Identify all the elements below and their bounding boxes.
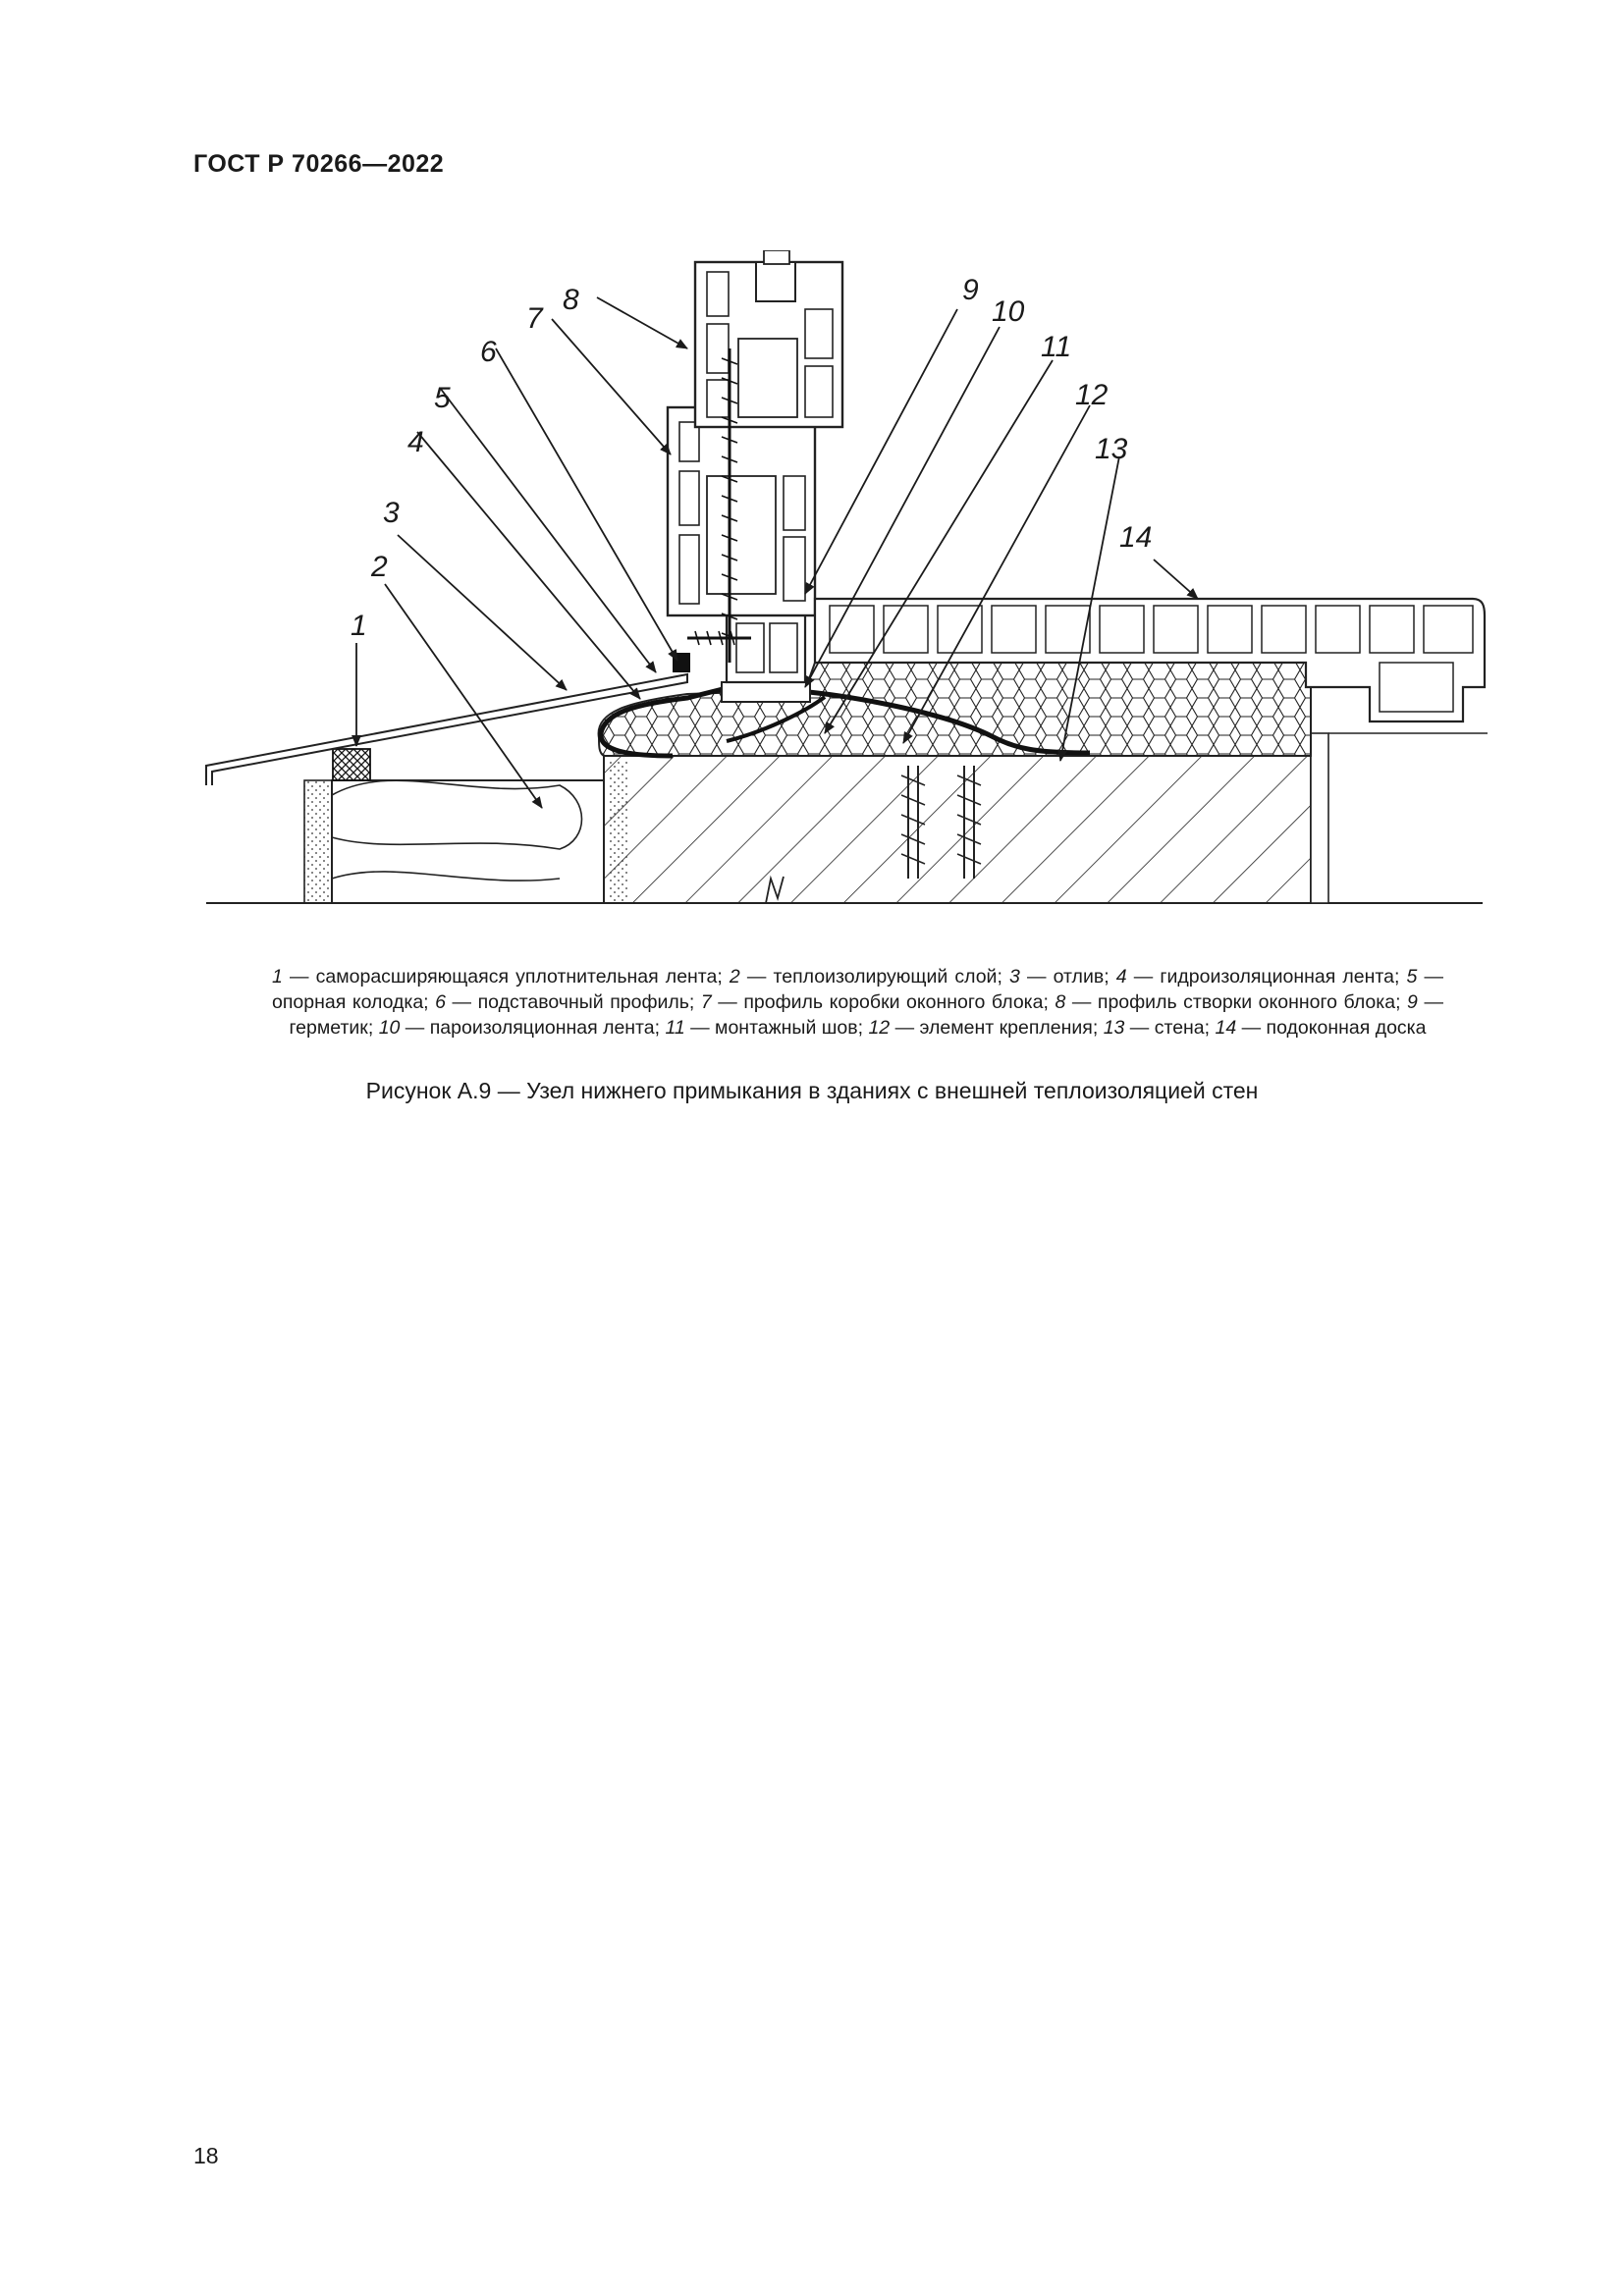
callout-13: 13 — [1095, 433, 1128, 465]
legend-text: подоконная доска — [1266, 1017, 1427, 1039]
legend-text: монтажный шов; — [715, 1017, 864, 1039]
legend-num: 1 — [272, 966, 283, 988]
mounting-foam — [599, 663, 1311, 756]
legend-text: подставочный профиль; — [477, 991, 695, 1013]
callout-1: 1 — [351, 610, 367, 642]
figure-caption: Рисунок А.9 — Узел нижнего примыкания в зданиях с внешней теплоизоляцией стен — [365, 1078, 1259, 1103]
callout-14: 14 — [1119, 521, 1153, 554]
legend-num: 14 — [1215, 1017, 1237, 1039]
legend-text: профиль створки оконного блока; — [1097, 991, 1401, 1013]
plaster-right — [1311, 733, 1328, 903]
legend-text: опорная колодка; — [272, 991, 429, 1013]
legend-text: пароизоляционная лента; — [429, 1017, 661, 1039]
callout-4: 4 — [407, 426, 424, 458]
callout-12: 12 — [1075, 379, 1109, 411]
callout-10: 10 — [992, 295, 1025, 328]
legend-text: стена; — [1154, 1017, 1211, 1039]
technical-drawing — [177, 250, 1512, 928]
callout-8: 8 — [563, 284, 579, 316]
callout-6: 6 — [480, 336, 497, 368]
glazing-bead — [756, 262, 795, 301]
callout-9: 9 — [962, 274, 979, 306]
page-number: 18 — [193, 2143, 219, 2168]
legend-num: 9 — [1407, 991, 1418, 1013]
legend-text: теплоизолирующий слой; — [773, 966, 1002, 988]
legend-num: 7 — [700, 991, 712, 1013]
callout-3: 3 — [383, 497, 400, 529]
drawing-svg — [177, 250, 1512, 928]
callout-11: 11 — [1041, 331, 1072, 363]
legend-text: элемент крепления; — [919, 1017, 1099, 1039]
frame-profile — [668, 407, 815, 615]
legend-num: 8 — [1055, 991, 1066, 1013]
sealing-tape — [333, 749, 370, 780]
legend-num: 3 — [1009, 966, 1020, 988]
thermal-insulation — [332, 780, 604, 903]
legend-text: гидроизоляционная лента; — [1160, 966, 1400, 988]
legend-text: герметик; — [289, 1017, 374, 1039]
callout-2: 2 — [371, 551, 388, 583]
legend-num: 5 — [1406, 966, 1418, 988]
exterior-dots — [304, 780, 332, 903]
legend-num: 13 — [1103, 1017, 1125, 1039]
support-block — [722, 682, 810, 702]
legend-num: 10 — [378, 1017, 401, 1039]
legend-num: 4 — [1115, 966, 1127, 988]
legend-text: профиль коробки оконного блока; — [743, 991, 1049, 1013]
legend-num: 6 — [435, 991, 446, 1013]
document-header: ГОСТ Р 70266—2022 — [193, 150, 445, 178]
legend-num: 11 — [665, 1017, 685, 1039]
wall-hatch — [604, 756, 1311, 903]
figure-legend: 1 — саморасширяющаяся уплотнительная лента; 2 — теплоизолирующий слой; 3 — отлив; 4 — гидроизоляционная лента; 5 — опорная колодка; 6 — подставочный профиль; 7 — профиль коробки оконного блока; 8 — профиль створки оконного блока; 9 — герметик; 10 — пароизоляционная лента; 11 — монтажный шов; 12 — элемент крепления; 13 — стена; 14 — подоконная доска — [272, 966, 1444, 1039]
legend-num: 12 — [868, 1017, 891, 1039]
insulation-dots-strip — [609, 761, 628, 903]
legend-text: саморасширяющаяся уплотнительная лента; — [315, 966, 723, 988]
legend-num: 2 — [729, 966, 740, 988]
callout-7: 7 — [526, 302, 543, 335]
legend-text: отлив; — [1053, 966, 1110, 988]
callout-5: 5 — [434, 382, 451, 414]
